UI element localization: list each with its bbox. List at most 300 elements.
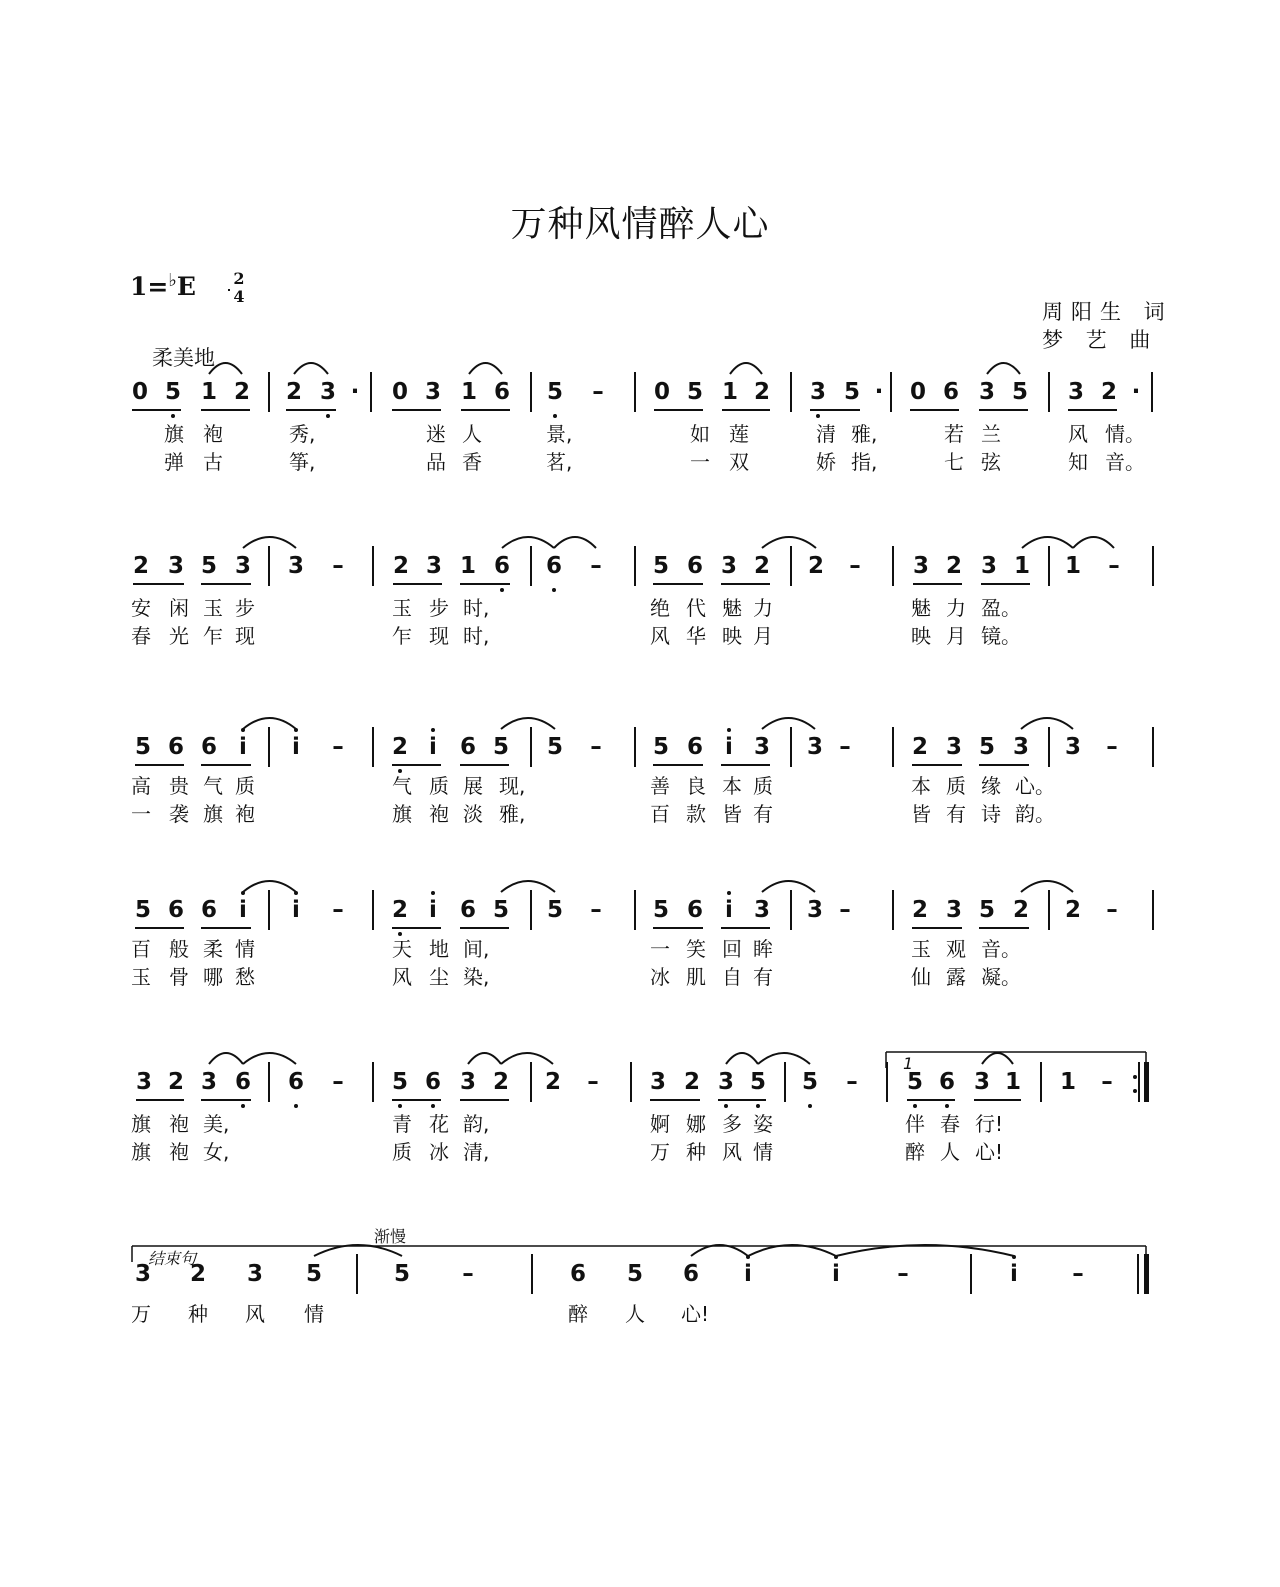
lyric-verse-2: 春 <box>131 624 151 648</box>
dash: – <box>1101 1069 1113 1095</box>
lyric-verse-1: 高 <box>131 774 151 798</box>
note: 5 <box>1011 379 1028 405</box>
lyric-verse-1: 景, <box>546 422 573 446</box>
lyric-verse-1: 美, <box>203 1112 230 1136</box>
slur <box>1021 881 1073 892</box>
note: 3 <box>912 553 929 579</box>
lyric-verse-2: 情 <box>753 1140 773 1164</box>
lyric-verse-1: 心。 <box>1015 774 1055 798</box>
lyric-verse-1: 贵 <box>169 774 189 798</box>
slur <box>501 881 555 892</box>
note: 6 <box>424 1069 441 1095</box>
note: 5 <box>134 734 151 760</box>
lyric-verse-2: 心! <box>975 1140 1004 1164</box>
note: 2 <box>544 1069 561 1095</box>
lyric-verse-1: 质 <box>946 774 966 798</box>
note: i <box>832 1261 840 1287</box>
lyric-verse-1: 如 <box>690 422 710 446</box>
note: 2 <box>189 1261 206 1287</box>
slur <box>762 537 816 548</box>
lyric-verse-1: 莲 <box>729 422 749 446</box>
lyric-verse-1: 春 <box>940 1112 960 1136</box>
lyric-verse-2: 旗 <box>203 802 223 826</box>
note: i <box>1010 1261 1018 1287</box>
dash: – <box>332 553 344 579</box>
note: 2 <box>807 553 824 579</box>
lyric-verse-1: 玉 <box>911 937 931 961</box>
lyric-verse-1: 步 <box>429 596 449 620</box>
lyric-verse-2: 冰 <box>650 965 670 989</box>
lyric-verse-1: 玉 <box>392 596 412 620</box>
lyric-verse-1: 行! <box>975 1112 1004 1136</box>
lyric-verse-1: 力 <box>753 596 773 620</box>
lyric-verse-1: 心! <box>681 1302 710 1326</box>
lyric-verse-2: 娇 <box>816 450 836 474</box>
lyric-verse-2: 袍 <box>235 802 255 826</box>
lyric-verse-1: 步 <box>235 596 255 620</box>
lyric-verse-2: 染, <box>463 965 490 989</box>
lyric-verse-1: 善 <box>650 774 670 798</box>
note: 3 <box>806 897 823 923</box>
dash: – <box>1106 734 1118 760</box>
lyric-verse-2: 音。 <box>1105 450 1145 474</box>
note: i <box>429 734 437 760</box>
lyric-verse-1: 秀, <box>289 422 316 446</box>
slur <box>468 1053 501 1064</box>
composer-credit: 梦 艺 曲 <box>1042 328 1159 352</box>
slur <box>209 363 242 374</box>
lyric-verse-1: 旗 <box>164 422 184 446</box>
lyric-verse-2: 旗 <box>131 1140 151 1164</box>
note: i <box>744 1261 752 1287</box>
note: 6 <box>682 1261 699 1287</box>
key-note: E <box>176 272 196 301</box>
lyric-verse-1: 情 <box>304 1302 324 1326</box>
note: 2 <box>233 379 250 405</box>
note: 3 <box>717 1069 734 1095</box>
slur <box>243 537 296 548</box>
note: 2 <box>1064 897 1081 923</box>
lyric-verse-2: 风 <box>722 1140 742 1164</box>
note: 5 <box>978 734 995 760</box>
lyric-verse-2: 愁 <box>235 965 255 989</box>
note: 3 <box>1012 734 1029 760</box>
dash: – <box>590 734 602 760</box>
lyric-verse-2: 光 <box>169 624 189 648</box>
note: i <box>725 897 733 923</box>
lyric-verse-1: 缘 <box>981 774 1001 798</box>
lyric-verse-2: 清, <box>463 1140 490 1164</box>
note: 6 <box>200 897 217 923</box>
lyric-verse-2: 质 <box>392 1140 412 1164</box>
lyric-verse-1: 质 <box>753 774 773 798</box>
lyric-verse-2: 一 <box>690 450 710 474</box>
note: 3 <box>319 379 336 405</box>
lyric-verse-2: 风 <box>650 624 670 648</box>
note: i <box>429 897 437 923</box>
note: 3 <box>806 734 823 760</box>
lyric-verse-1: 间, <box>463 937 490 961</box>
lyric-verse-2: 旗 <box>392 802 412 826</box>
lyric-verse-1: 质 <box>235 774 255 798</box>
note: 2 <box>753 379 770 405</box>
lyric-verse-1: 盈。 <box>981 596 1021 620</box>
tempo-marking: 柔美地 <box>152 346 215 370</box>
lyric-verse-1: 良 <box>686 774 706 798</box>
dash: – <box>1106 897 1118 923</box>
note: 5 <box>391 1069 408 1095</box>
lyric-verse-2: 弦 <box>981 450 1001 474</box>
lyric-verse-2: 冰 <box>429 1140 449 1164</box>
note: 2 <box>1100 379 1117 405</box>
dot-extension: · <box>350 379 360 405</box>
lyric-verse-2: 七 <box>944 450 964 474</box>
note: 5 <box>978 897 995 923</box>
dash: – <box>839 897 851 923</box>
note: 6 <box>686 897 703 923</box>
lyric-verse-1: 风 <box>1068 422 1088 446</box>
lyric-verse-2: 现 <box>429 624 449 648</box>
lyric-verse-2: 自 <box>722 965 742 989</box>
note: 2 <box>753 553 770 579</box>
note: 5 <box>305 1261 322 1287</box>
note: 5 <box>164 379 181 405</box>
dash: – <box>332 897 344 923</box>
lyric-verse-1: 风 <box>245 1302 265 1326</box>
lyric-verse-2: 万 <box>650 1140 670 1164</box>
note: 3 <box>287 553 304 579</box>
lyric-verse-2: 韵。 <box>1015 802 1055 826</box>
lyric-verse-2: 知 <box>1068 450 1088 474</box>
note: 3 <box>425 553 442 579</box>
note: 5 <box>749 1069 766 1095</box>
note: 1 <box>1064 553 1081 579</box>
note: 3 <box>980 553 997 579</box>
dash: – <box>897 1261 909 1287</box>
note: 6 <box>459 734 476 760</box>
lyric-verse-2: 仙 <box>911 965 931 989</box>
lyric-verse-1: 魅 <box>911 596 931 620</box>
lyric-verse-1: 玉 <box>203 596 223 620</box>
lyric-verse-1: 魅 <box>722 596 742 620</box>
note: 2 <box>1012 897 1029 923</box>
lyric-verse-1: 种 <box>188 1302 208 1326</box>
note: 2 <box>392 553 409 579</box>
lyric-verse-1: 现, <box>499 774 526 798</box>
lyric-verse-1: 地 <box>429 937 449 961</box>
note: 5 <box>393 1261 410 1287</box>
lyric-verse-2: 乍 <box>203 624 223 648</box>
lyric-verse-1: 醉 <box>568 1302 588 1326</box>
lyric-verse-1: 人 <box>462 422 482 446</box>
slur <box>243 718 296 729</box>
note: 1 <box>460 379 477 405</box>
lyric-verse-2: 时, <box>463 624 490 648</box>
note: 0 <box>391 379 408 405</box>
lyric-verse-1: 力 <box>946 596 966 620</box>
lyric-verse-1: 迷 <box>426 422 446 446</box>
lyric-verse-1: 情 <box>235 937 255 961</box>
lyric-verse-1: 柔 <box>203 937 223 961</box>
lyric-verse-1: 若 <box>944 422 964 446</box>
lyric-verse-1: 笑 <box>686 937 706 961</box>
flat-sign: ♭ <box>168 270 177 291</box>
note: 5 <box>200 553 217 579</box>
slur <box>730 363 762 374</box>
note: 6 <box>938 1069 955 1095</box>
lyric-verse-2: 皆 <box>722 802 742 826</box>
note: 5 <box>652 734 669 760</box>
lyric-verse-1: 青 <box>392 1112 412 1136</box>
lyric-verse-2: 有 <box>753 802 773 826</box>
lyric-verse-1: 时, <box>463 596 490 620</box>
note: 6 <box>167 897 184 923</box>
note: 6 <box>686 553 703 579</box>
note: 6 <box>459 897 476 923</box>
lyric-verse-1: 本 <box>722 774 742 798</box>
lyric-verse-2: 品 <box>426 450 446 474</box>
slur <box>243 881 296 892</box>
ritardando-marking: 渐慢 <box>374 1227 407 1246</box>
lyric-verse-2: 露 <box>946 965 966 989</box>
lyric-verse-1: 伴 <box>905 1112 925 1136</box>
note: 2 <box>391 734 408 760</box>
lyric-verse-2: 华 <box>686 624 706 648</box>
lyric-verse-2: 骨 <box>169 965 189 989</box>
note: 1 <box>1059 1069 1076 1095</box>
note: 3 <box>978 379 995 405</box>
lyric-verse-1: 质 <box>429 774 449 798</box>
slur <box>726 1053 758 1064</box>
note: 3 <box>945 734 962 760</box>
slur <box>982 1053 1013 1064</box>
dash: – <box>462 1261 474 1287</box>
note: 5 <box>652 897 669 923</box>
lyric-verse-2: 袍 <box>169 1140 189 1164</box>
slur <box>502 537 554 548</box>
lyric-verse-2: 雅, <box>499 802 526 826</box>
dash: – <box>332 734 344 760</box>
note: 3 <box>809 379 826 405</box>
note: 3 <box>134 1261 151 1287</box>
note: 3 <box>246 1261 263 1287</box>
lyric-verse-2: 种 <box>686 1140 706 1164</box>
lyric-verse-2: 弹 <box>164 450 184 474</box>
slur <box>1022 537 1073 548</box>
slur <box>1021 718 1073 729</box>
note: 5 <box>906 1069 923 1095</box>
lyric-verse-2: 乍 <box>392 624 412 648</box>
note: 3 <box>753 734 770 760</box>
lyric-verse-2: 一 <box>131 802 151 826</box>
note: 2 <box>132 553 149 579</box>
note: 5 <box>134 897 151 923</box>
dash: – <box>592 379 604 405</box>
lyric-verse-1: 韵, <box>463 1112 490 1136</box>
lyric-verse-2: 有 <box>946 802 966 826</box>
lyric-verse-2: 筝, <box>289 450 316 474</box>
lyric-verse-1: 绝 <box>650 596 670 620</box>
note: 2 <box>911 897 928 923</box>
lyric-verse-1: 娜 <box>686 1112 706 1136</box>
note: 5 <box>801 1069 818 1095</box>
note: i <box>239 734 247 760</box>
note: 6 <box>287 1069 304 1095</box>
note: 1 <box>459 553 476 579</box>
note: 0 <box>653 379 670 405</box>
note: i <box>292 897 300 923</box>
note: 3 <box>167 553 184 579</box>
note: 3 <box>945 897 962 923</box>
lyric-verse-1: 袍 <box>169 1112 189 1136</box>
slur <box>294 363 328 374</box>
lyric-verse-2: 肌 <box>686 965 706 989</box>
note: i <box>292 734 300 760</box>
lyric-verse-1: 代 <box>686 596 706 620</box>
note: 5 <box>843 379 860 405</box>
lyric-verse-1: 姿 <box>753 1112 773 1136</box>
lyric-verse-1: 雅, <box>851 422 878 446</box>
lyric-verse-1: 展 <box>463 774 483 798</box>
lyric-verse-1: 人 <box>625 1302 645 1326</box>
lyric-verse-2: 皆 <box>911 802 931 826</box>
dash: – <box>1072 1261 1084 1287</box>
lyric-verse-2: 月 <box>946 624 966 648</box>
note: 1 <box>1004 1069 1021 1095</box>
page-title: 万种风情醉人心 <box>510 204 770 245</box>
note: 2 <box>167 1069 184 1095</box>
note: 3 <box>234 553 251 579</box>
note: 5 <box>492 734 509 760</box>
slur <box>243 1053 296 1064</box>
lyric-verse-1: 婀 <box>650 1112 670 1136</box>
lyric-verse-2: 茗, <box>546 450 573 474</box>
slur <box>501 1053 553 1064</box>
lyric-verse-1: 多 <box>722 1112 742 1136</box>
dash: – <box>587 1069 599 1095</box>
note: 6 <box>493 379 510 405</box>
note: 1 <box>1013 553 1030 579</box>
lyric-verse-1: 闲 <box>169 596 189 620</box>
lyric-verse-2: 女, <box>203 1140 230 1164</box>
slur <box>501 718 555 729</box>
lyric-verse-2: 淡 <box>463 802 483 826</box>
note: 5 <box>546 897 563 923</box>
lyric-verse-2: 映 <box>911 624 931 648</box>
slur <box>209 1053 243 1064</box>
note: 3 <box>459 1069 476 1095</box>
lyricist-credit: 周阳生 词 <box>1042 300 1173 324</box>
note: 6 <box>686 734 703 760</box>
note: 3 <box>753 897 770 923</box>
lyric-verse-2: 尘 <box>429 965 449 989</box>
lyric-verse-1: 气 <box>392 774 412 798</box>
note: 2 <box>492 1069 509 1095</box>
note: 6 <box>200 734 217 760</box>
volta-1-label: 1 <box>903 1054 914 1073</box>
note: 5 <box>546 734 563 760</box>
lyric-verse-1: 观 <box>946 937 966 961</box>
lyric-verse-1: 音。 <box>981 937 1021 961</box>
note: 3 <box>424 379 441 405</box>
lyric-verse-2: 古 <box>203 450 223 474</box>
dash: – <box>839 734 851 760</box>
lyric-verse-2: 袍 <box>429 802 449 826</box>
lyric-verse-1: 一 <box>650 937 670 961</box>
note: 5 <box>546 379 563 405</box>
note: 0 <box>909 379 926 405</box>
note: i <box>725 734 733 760</box>
note: 0 <box>131 379 148 405</box>
lyric-verse-1: 花 <box>429 1112 449 1136</box>
meter-bottom: 4 <box>233 287 245 306</box>
note: 6 <box>545 553 562 579</box>
lyric-verse-2: 款 <box>686 802 706 826</box>
note: i <box>239 897 247 923</box>
note: 3 <box>720 553 737 579</box>
slur <box>762 718 815 729</box>
lyric-verse-2: 月 <box>753 624 773 648</box>
lyric-verse-2: 诗 <box>981 802 1001 826</box>
slur <box>554 537 596 548</box>
lyric-verse-1: 安 <box>131 596 151 620</box>
lyric-verse-1: 回 <box>722 937 742 961</box>
note: 5 <box>492 897 509 923</box>
note: 6 <box>234 1069 251 1095</box>
lyric-verse-1: 情。 <box>1105 422 1145 446</box>
dash: – <box>332 1069 344 1095</box>
lyric-verse-1: 本 <box>911 774 931 798</box>
note: 3 <box>200 1069 217 1095</box>
lyric-verse-2: 双 <box>729 450 749 474</box>
note: 3 <box>973 1069 990 1095</box>
dash: – <box>590 897 602 923</box>
slur <box>758 1053 810 1064</box>
note: 6 <box>942 379 959 405</box>
coda-label: 结束句 <box>148 1249 197 1268</box>
lyric-verse-2: 香 <box>462 450 482 474</box>
slur <box>987 363 1020 374</box>
dot-extension: · <box>1131 379 1141 405</box>
note: 6 <box>167 734 184 760</box>
note: 3 <box>1067 379 1084 405</box>
lyric-verse-1: 气 <box>203 774 223 798</box>
dash: – <box>849 553 861 579</box>
lyric-verse-2: 现 <box>235 624 255 648</box>
note: 5 <box>652 553 669 579</box>
lyric-verse-2: 镜。 <box>981 624 1021 648</box>
lyric-verse-1: 万 <box>131 1302 151 1326</box>
note: 3 <box>1064 734 1081 760</box>
dash: – <box>846 1069 858 1095</box>
slur <box>762 881 815 892</box>
lyric-verse-1: 袍 <box>203 422 223 446</box>
note: 2 <box>683 1069 700 1095</box>
lyric-verse-2: 百 <box>650 802 670 826</box>
note: 6 <box>493 553 510 579</box>
lyric-verse-2: 醉 <box>905 1140 925 1164</box>
note: 5 <box>686 379 703 405</box>
lyric-verse-2: 人 <box>940 1140 960 1164</box>
meter-top: 2 <box>233 269 245 288</box>
lyric-verse-2: 哪 <box>203 965 223 989</box>
note: 2 <box>391 897 408 923</box>
dash: – <box>590 553 602 579</box>
note: 3 <box>649 1069 666 1095</box>
note: 1 <box>721 379 738 405</box>
slur <box>1073 537 1114 548</box>
lyric-verse-1: 清 <box>816 422 836 446</box>
